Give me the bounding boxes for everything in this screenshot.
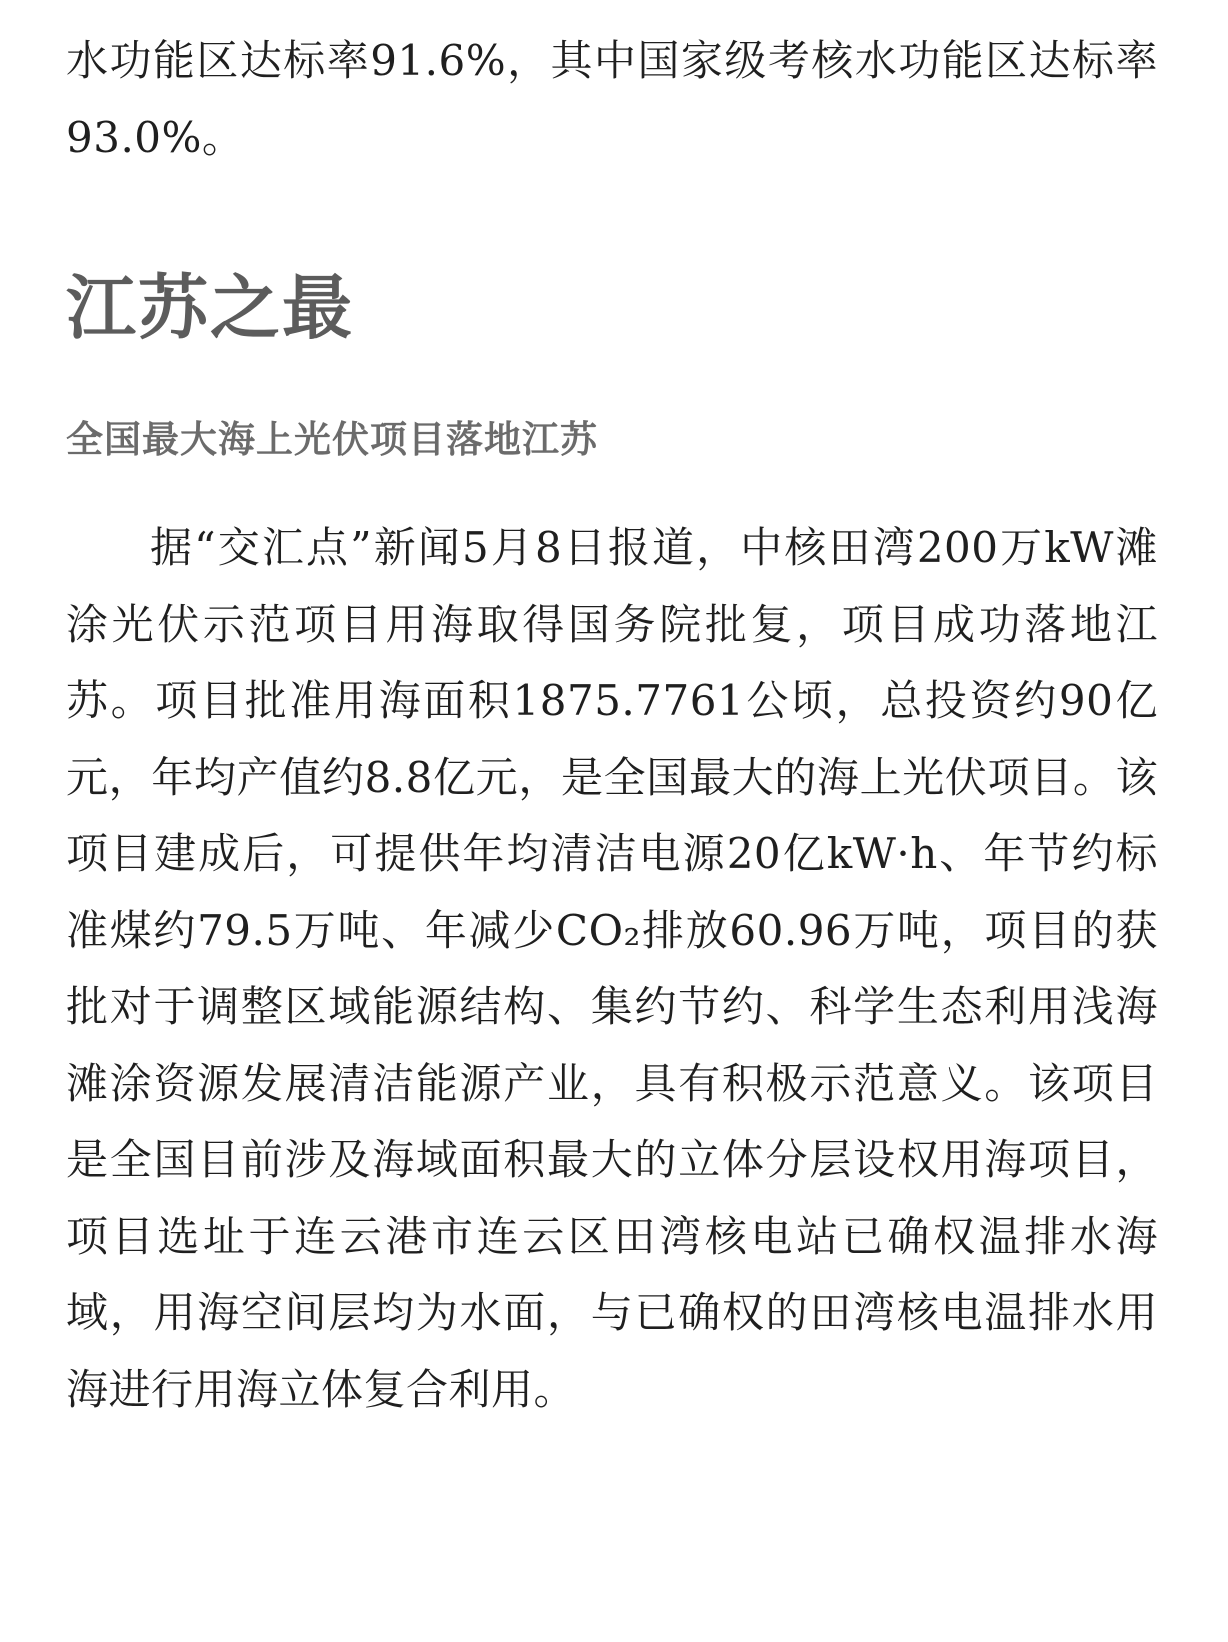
intro-paragraph: 水功能区达标率91.6%，其中国家级考核水功能区达标率93.0%。 (66, 36, 1158, 162)
article-title: 全国最大海上光伏项目落地江苏 (66, 418, 598, 461)
article-body: 据“交汇点”新闻5月8日报道，中核田湾200万kW滩涂光伏示范项目用海取得国务院批复，项目成功落地江苏。项目批准用海面积1875.7761公顷，总投资约90亿元，年均产值约8.8亿元，是全国最大的海上光伏项目。该项目建成后，可提供年均清洁电源20亿kW·h、年节约标准煤约79.5万吨、年减少CO₂排放60.96万吨，项目的获批对于调整区域能源结构、集约节约、科学生态利用浅海滩涂资源发展清洁能源产业，具有积极示范意义。该项目是全国目前涉及海域面积最大的立体分层设权用海项目，项目选址于连云港市连云区田湾核电站已确权温排水海域，用海空间层均为水面，与已确权的田湾核电温排水用海进行用海立体复合利用。 (66, 523, 1158, 1414)
section-title: 江苏之最 (66, 267, 354, 349)
